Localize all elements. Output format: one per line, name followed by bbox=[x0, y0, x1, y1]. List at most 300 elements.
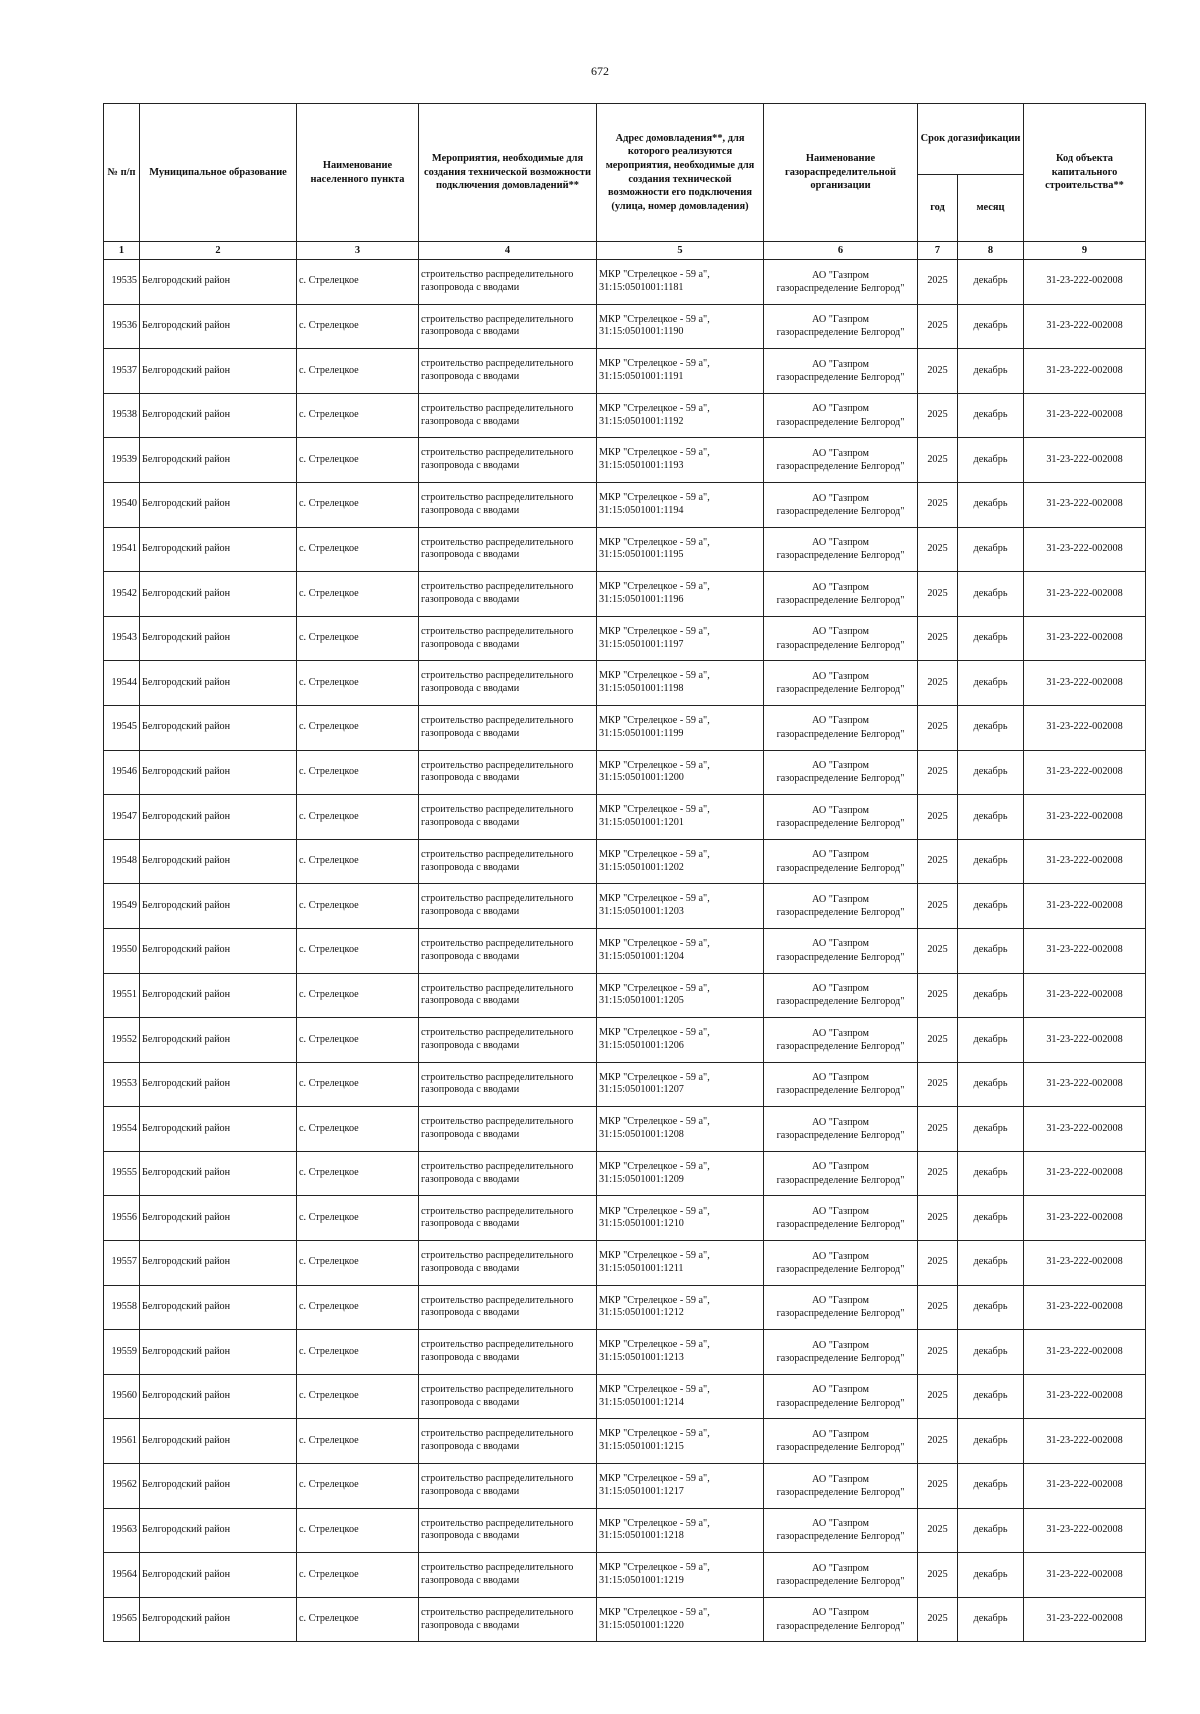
table-row bbox=[104, 661, 1146, 706]
locality-cell: с. Стрелецкое bbox=[297, 1508, 419, 1553]
table-row bbox=[104, 1374, 1146, 1419]
row-number: 19552 bbox=[104, 1018, 140, 1063]
month-cell: декабрь bbox=[958, 304, 1024, 349]
cadastral-number: 31:15:0501001:1194 bbox=[599, 504, 684, 516]
locality-cell: с. Стрелецкое bbox=[297, 839, 419, 884]
organization-cell bbox=[764, 1196, 918, 1241]
organization-line-2: газораспределение Белгород" bbox=[776, 1263, 905, 1275]
municipality-cell: Белгородский район bbox=[140, 304, 297, 349]
month-cell: декабрь bbox=[958, 482, 1024, 527]
month-cell: декабрь bbox=[958, 1597, 1024, 1642]
object-code-cell: 31-23-222-002008 bbox=[1024, 1241, 1146, 1286]
cadastral-number: 31:15:0501001:1193 bbox=[599, 460, 684, 472]
address-cell bbox=[597, 1018, 764, 1063]
organization-line-1: АО "Газпром bbox=[812, 403, 869, 415]
gasification-register-table bbox=[103, 103, 1146, 1642]
address-cell bbox=[597, 260, 764, 305]
measure-cell: строительство распределительного газопровода с вводами bbox=[419, 1330, 597, 1375]
address-street: МКР "Стрелецкое - 59 а", bbox=[599, 1606, 710, 1618]
object-code-cell: 31-23-222-002008 bbox=[1024, 1508, 1146, 1553]
address-cell bbox=[597, 661, 764, 706]
organization-line-1: АО "Газпром bbox=[812, 314, 869, 326]
table-row bbox=[104, 304, 1146, 349]
address-street: МКР "Стрелецкое - 59 а", bbox=[599, 402, 710, 414]
measure-cell: строительство распределительного газопровода с вводами bbox=[419, 1196, 597, 1241]
locality-cell: с. Стрелецкое bbox=[297, 1597, 419, 1642]
address-street: МКР "Стрелецкое - 59 а", bbox=[599, 937, 710, 949]
cadastral-number: 31:15:0501001:1210 bbox=[599, 1218, 684, 1230]
address-street: МКР "Стрелецкое - 59 а", bbox=[599, 447, 710, 459]
object-code-cell: 31-23-222-002008 bbox=[1024, 884, 1146, 929]
organization-cell bbox=[764, 661, 918, 706]
address-cell bbox=[597, 750, 764, 795]
header-organization: Наименование газораспределительной организации bbox=[764, 104, 918, 242]
address-street: МКР "Стрелецкое - 59 а", bbox=[599, 1071, 710, 1083]
object-code-cell: 31-23-222-002008 bbox=[1024, 1553, 1146, 1598]
column-number: 9 bbox=[1024, 242, 1146, 260]
year-cell: 2025 bbox=[918, 304, 958, 349]
address-cell bbox=[597, 349, 764, 394]
organization-cell bbox=[764, 1062, 918, 1107]
organization-line-1: АО "Газпром bbox=[812, 893, 869, 905]
table-row bbox=[104, 438, 1146, 483]
organization-line-1: АО "Газпром bbox=[812, 938, 869, 950]
year-cell: 2025 bbox=[918, 795, 958, 840]
cadastral-number: 31:15:0501001:1198 bbox=[599, 683, 684, 695]
year-cell: 2025 bbox=[918, 1553, 958, 1598]
cadastral-number: 31:15:0501001:1209 bbox=[599, 1173, 684, 1185]
organization-line-1: АО "Газпром bbox=[812, 760, 869, 772]
cadastral-number: 31:15:0501001:1199 bbox=[599, 727, 684, 739]
address-cell bbox=[597, 839, 764, 884]
municipality-cell: Белгородский район bbox=[140, 750, 297, 795]
organization-line-2: газораспределение Белгород" bbox=[776, 371, 905, 383]
row-number: 19544 bbox=[104, 661, 140, 706]
object-code-cell: 31-23-222-002008 bbox=[1024, 928, 1146, 973]
measure-cell: строительство распределительного газопровода с вводами bbox=[419, 572, 597, 617]
month-cell: декабрь bbox=[958, 1285, 1024, 1330]
month-cell: декабрь bbox=[958, 705, 1024, 750]
measure-cell: строительство распределительного газопровода с вводами bbox=[419, 1508, 597, 1553]
object-code-cell: 31-23-222-002008 bbox=[1024, 795, 1146, 840]
organization-line-2: газораспределение Белгород" bbox=[776, 728, 905, 740]
organization-line-1: АО "Газпром bbox=[812, 1161, 869, 1173]
locality-cell: с. Стрелецкое bbox=[297, 1241, 419, 1286]
organization-line-2: газораспределение Белгород" bbox=[776, 461, 905, 473]
table-row bbox=[104, 260, 1146, 305]
municipality-cell: Белгородский район bbox=[140, 438, 297, 483]
locality-cell: с. Стрелецкое bbox=[297, 616, 419, 661]
organization-line-2: газораспределение Белгород" bbox=[776, 1174, 905, 1186]
locality-cell: с. Стрелецкое bbox=[297, 393, 419, 438]
organization-line-2: газораспределение Белгород" bbox=[776, 1620, 905, 1632]
cadastral-number: 31:15:0501001:1212 bbox=[599, 1307, 684, 1319]
table-row bbox=[104, 1419, 1146, 1464]
organization-cell bbox=[764, 438, 918, 483]
organization-cell bbox=[764, 572, 918, 617]
year-cell: 2025 bbox=[918, 884, 958, 929]
measure-cell: строительство распределительного газопровода с вводами bbox=[419, 260, 597, 305]
address-cell bbox=[597, 1508, 764, 1553]
month-cell: декабрь bbox=[958, 438, 1024, 483]
cadastral-number: 31:15:0501001:1191 bbox=[599, 370, 684, 382]
organization-line-1: АО "Газпром bbox=[812, 849, 869, 861]
organization-line-1: АО "Газпром bbox=[812, 1116, 869, 1128]
month-cell: декабрь bbox=[958, 1419, 1024, 1464]
address-street: МКР "Стрелецкое - 59 а", bbox=[599, 1205, 710, 1217]
locality-cell: с. Стрелецкое bbox=[297, 1151, 419, 1196]
address-street: МКР "Стрелецкое - 59 а", bbox=[599, 269, 710, 281]
municipality-cell: Белгородский район bbox=[140, 1107, 297, 1152]
municipality-cell: Белгородский район bbox=[140, 839, 297, 884]
locality-cell: с. Стрелецкое bbox=[297, 1419, 419, 1464]
address-street: МКР "Стрелецкое - 59 а", bbox=[599, 1562, 710, 1574]
object-code-cell: 31-23-222-002008 bbox=[1024, 572, 1146, 617]
organization-line-2: газораспределение Белгород" bbox=[776, 1308, 905, 1320]
locality-cell: с. Стрелецкое bbox=[297, 1285, 419, 1330]
organization-cell bbox=[764, 1151, 918, 1196]
header-term: Срок догазификации bbox=[918, 104, 1024, 175]
object-code-cell: 31-23-222-002008 bbox=[1024, 1597, 1146, 1642]
organization-line-2: газораспределение Белгород" bbox=[776, 327, 905, 339]
locality-cell: с. Стрелецкое bbox=[297, 1107, 419, 1152]
cadastral-number: 31:15:0501001:1206 bbox=[599, 1039, 684, 1051]
address-cell bbox=[597, 1597, 764, 1642]
cadastral-number: 31:15:0501001:1213 bbox=[599, 1352, 684, 1364]
organization-line-1: АО "Газпром bbox=[812, 358, 869, 370]
month-cell: декабрь bbox=[958, 527, 1024, 572]
measure-cell: строительство распределительного газопровода с вводами bbox=[419, 884, 597, 929]
address-street: МКР "Стрелецкое - 59 а", bbox=[599, 1294, 710, 1306]
address-cell bbox=[597, 393, 764, 438]
month-cell: декабрь bbox=[958, 1062, 1024, 1107]
object-code-cell: 31-23-222-002008 bbox=[1024, 260, 1146, 305]
row-number: 19543 bbox=[104, 616, 140, 661]
header-locality: Наименование населенного пункта bbox=[297, 104, 419, 242]
column-number: 4 bbox=[419, 242, 597, 260]
municipality-cell: Белгородский район bbox=[140, 973, 297, 1018]
table-row bbox=[104, 1330, 1146, 1375]
column-number: 6 bbox=[764, 242, 918, 260]
address-cell bbox=[597, 1419, 764, 1464]
address-cell bbox=[597, 482, 764, 527]
locality-cell: с. Стрелецкое bbox=[297, 661, 419, 706]
header-address: Адрес домовладения**, для которого реализуются мероприятия, необходимые для создания технической возможности его подключения (улица, номер домовладения) bbox=[597, 104, 764, 242]
object-code-cell: 31-23-222-002008 bbox=[1024, 527, 1146, 572]
municipality-cell: Белгородский район bbox=[140, 482, 297, 527]
object-code-cell: 31-23-222-002008 bbox=[1024, 482, 1146, 527]
locality-cell: с. Стрелецкое bbox=[297, 1330, 419, 1375]
row-number: 19564 bbox=[104, 1553, 140, 1598]
organization-line-1: АО "Газпром bbox=[812, 537, 869, 549]
object-code-cell: 31-23-222-002008 bbox=[1024, 1285, 1146, 1330]
organization-line-1: АО "Газпром bbox=[812, 1027, 869, 1039]
organization-cell bbox=[764, 349, 918, 394]
month-cell: декабрь bbox=[958, 1374, 1024, 1419]
month-cell: декабрь bbox=[958, 661, 1024, 706]
year-cell: 2025 bbox=[918, 705, 958, 750]
organization-cell bbox=[764, 527, 918, 572]
municipality-cell: Белгородский район bbox=[140, 1196, 297, 1241]
organization-line-1: АО "Газпром bbox=[812, 983, 869, 995]
municipality-cell: Белгородский район bbox=[140, 1330, 297, 1375]
address-cell bbox=[597, 572, 764, 617]
locality-cell: с. Стрелецкое bbox=[297, 705, 419, 750]
row-number: 19549 bbox=[104, 884, 140, 929]
organization-cell bbox=[764, 616, 918, 661]
address-cell bbox=[597, 705, 764, 750]
row-number: 19541 bbox=[104, 527, 140, 572]
organization-cell bbox=[764, 1597, 918, 1642]
row-number: 19559 bbox=[104, 1330, 140, 1375]
organization-cell bbox=[764, 1553, 918, 1598]
organization-line-1: АО "Газпром bbox=[812, 1428, 869, 1440]
table-row bbox=[104, 1285, 1146, 1330]
month-cell: декабрь bbox=[958, 1464, 1024, 1509]
organization-line-2: газораспределение Белгород" bbox=[776, 1085, 905, 1097]
object-code-cell: 31-23-222-002008 bbox=[1024, 393, 1146, 438]
month-cell: декабрь bbox=[958, 839, 1024, 884]
header-code: Код объекта капитального строительства** bbox=[1024, 104, 1146, 242]
address-street: МКР "Стрелецкое - 59 а", bbox=[599, 893, 710, 905]
organization-cell bbox=[764, 1107, 918, 1152]
municipality-cell: Белгородский район bbox=[140, 1285, 297, 1330]
measure-cell: строительство распределительного газопровода с вводами bbox=[419, 438, 597, 483]
row-number: 19551 bbox=[104, 973, 140, 1018]
table-row bbox=[104, 1151, 1146, 1196]
column-number: 2 bbox=[140, 242, 297, 260]
address-street: МКР "Стрелецкое - 59 а", bbox=[599, 313, 710, 325]
row-number: 19550 bbox=[104, 928, 140, 973]
header-measures: Мероприятия, необходимые для создания технической возможности подключения домовладений** bbox=[419, 104, 597, 242]
organization-line-2: газораспределение Белгород" bbox=[776, 951, 905, 963]
year-cell: 2025 bbox=[918, 393, 958, 438]
address-cell bbox=[597, 1464, 764, 1509]
cadastral-number: 31:15:0501001:1204 bbox=[599, 950, 684, 962]
address-street: МКР "Стрелецкое - 59 а", bbox=[599, 1428, 710, 1440]
address-street: МКР "Стрелецкое - 59 а", bbox=[599, 670, 710, 682]
address-street: МКР "Стрелецкое - 59 а", bbox=[599, 358, 710, 370]
year-cell: 2025 bbox=[918, 482, 958, 527]
row-number: 19554 bbox=[104, 1107, 140, 1152]
column-number: 7 bbox=[918, 242, 958, 260]
municipality-cell: Белгородский район bbox=[140, 1464, 297, 1509]
organization-cell bbox=[764, 1241, 918, 1286]
cadastral-number: 31:15:0501001:1196 bbox=[599, 593, 684, 605]
table-row bbox=[104, 928, 1146, 973]
organization-cell bbox=[764, 482, 918, 527]
municipality-cell: Белгородский район bbox=[140, 393, 297, 438]
address-cell bbox=[597, 1241, 764, 1286]
table-row bbox=[104, 527, 1146, 572]
organization-line-2: газораспределение Белгород" bbox=[776, 907, 905, 919]
address-street: МКР "Стрелецкое - 59 а", bbox=[599, 804, 710, 816]
object-code-cell: 31-23-222-002008 bbox=[1024, 616, 1146, 661]
column-number: 8 bbox=[958, 242, 1024, 260]
organization-line-2: газораспределение Белгород" bbox=[776, 1486, 905, 1498]
organization-line-1: АО "Газпром bbox=[812, 1518, 869, 1530]
organization-line-2: газораспределение Белгород" bbox=[776, 817, 905, 829]
municipality-cell: Белгородский район bbox=[140, 1062, 297, 1107]
measure-cell: строительство распределительного газопровода с вводами bbox=[419, 1464, 597, 1509]
locality-cell: с. Стрелецкое bbox=[297, 1553, 419, 1598]
month-cell: декабрь bbox=[958, 1151, 1024, 1196]
year-cell: 2025 bbox=[918, 616, 958, 661]
address-cell bbox=[597, 973, 764, 1018]
locality-cell: с. Стрелецкое bbox=[297, 1374, 419, 1419]
address-street: МКР "Стрелецкое - 59 а", bbox=[599, 759, 710, 771]
locality-cell: с. Стрелецкое bbox=[297, 438, 419, 483]
address-street: МКР "Стрелецкое - 59 а", bbox=[599, 1116, 710, 1128]
organization-line-2: газораспределение Белгород" bbox=[776, 1130, 905, 1142]
measure-cell: строительство распределительного газопровода с вводами bbox=[419, 527, 597, 572]
month-cell: декабрь bbox=[958, 349, 1024, 394]
organization-line-1: АО "Газпром bbox=[812, 1295, 869, 1307]
object-code-cell: 31-23-222-002008 bbox=[1024, 661, 1146, 706]
measure-cell: строительство распределительного газопровода с вводами bbox=[419, 795, 597, 840]
row-number: 19548 bbox=[104, 839, 140, 884]
municipality-cell: Белгородский район bbox=[140, 1419, 297, 1464]
organization-line-1: АО "Газпром bbox=[812, 1562, 869, 1574]
organization-cell bbox=[764, 1508, 918, 1553]
column-number: 1 bbox=[104, 242, 140, 260]
organization-line-2: газораспределение Белгород" bbox=[776, 416, 905, 428]
organization-line-1: АО "Газпром bbox=[812, 447, 869, 459]
cadastral-number: 31:15:0501001:1200 bbox=[599, 772, 684, 784]
organization-line-2: газораспределение Белгород" bbox=[776, 639, 905, 651]
table-row bbox=[104, 1062, 1146, 1107]
column-number: 3 bbox=[297, 242, 419, 260]
year-cell: 2025 bbox=[918, 1508, 958, 1553]
cadastral-number: 31:15:0501001:1201 bbox=[599, 816, 684, 828]
year-cell: 2025 bbox=[918, 1062, 958, 1107]
address-street: МКР "Стрелецкое - 59 а", bbox=[599, 581, 710, 593]
organization-line-2: газораспределение Белгород" bbox=[776, 684, 905, 696]
organization-line-2: газораспределение Белгород" bbox=[776, 996, 905, 1008]
year-cell: 2025 bbox=[918, 1107, 958, 1152]
month-cell: декабрь bbox=[958, 884, 1024, 929]
measure-cell: строительство распределительного газопровода с вводами bbox=[419, 393, 597, 438]
address-street: МКР "Стрелецкое - 59 а", bbox=[599, 492, 710, 504]
cadastral-number: 31:15:0501001:1220 bbox=[599, 1619, 684, 1631]
month-cell: декабрь bbox=[958, 1107, 1024, 1152]
address-cell bbox=[597, 795, 764, 840]
object-code-cell: 31-23-222-002008 bbox=[1024, 1018, 1146, 1063]
cadastral-number: 31:15:0501001:1218 bbox=[599, 1530, 684, 1542]
organization-cell bbox=[764, 304, 918, 349]
municipality-cell: Белгородский район bbox=[140, 1151, 297, 1196]
cadastral-number: 31:15:0501001:1202 bbox=[599, 861, 684, 873]
month-cell: декабрь bbox=[958, 616, 1024, 661]
organization-cell bbox=[764, 750, 918, 795]
cadastral-number: 31:15:0501001:1219 bbox=[599, 1575, 684, 1587]
locality-cell: с. Стрелецкое bbox=[297, 482, 419, 527]
municipality-cell: Белгородский район bbox=[140, 1241, 297, 1286]
row-number: 19538 bbox=[104, 393, 140, 438]
year-cell: 2025 bbox=[918, 1419, 958, 1464]
organization-cell bbox=[764, 795, 918, 840]
municipality-cell: Белгородский район bbox=[140, 928, 297, 973]
row-number: 19561 bbox=[104, 1419, 140, 1464]
measure-cell: строительство распределительного газопровода с вводами bbox=[419, 616, 597, 661]
address-cell bbox=[597, 1553, 764, 1598]
year-cell: 2025 bbox=[918, 839, 958, 884]
municipality-cell: Белгородский район bbox=[140, 527, 297, 572]
row-number: 19560 bbox=[104, 1374, 140, 1419]
organization-cell bbox=[764, 1018, 918, 1063]
organization-line-1: АО "Газпром bbox=[812, 1339, 869, 1351]
row-number: 19547 bbox=[104, 795, 140, 840]
table-row bbox=[104, 349, 1146, 394]
year-cell: 2025 bbox=[918, 527, 958, 572]
address-cell bbox=[597, 928, 764, 973]
year-cell: 2025 bbox=[918, 661, 958, 706]
year-cell: 2025 bbox=[918, 260, 958, 305]
year-cell: 2025 bbox=[918, 572, 958, 617]
month-cell: декабрь bbox=[958, 572, 1024, 617]
measure-cell: строительство распределительного газопровода с вводами bbox=[419, 1151, 597, 1196]
address-cell bbox=[597, 616, 764, 661]
row-number: 19546 bbox=[104, 750, 140, 795]
year-cell: 2025 bbox=[918, 349, 958, 394]
locality-cell: с. Стрелецкое bbox=[297, 795, 419, 840]
month-cell: декабрь bbox=[958, 750, 1024, 795]
month-cell: декабрь bbox=[958, 795, 1024, 840]
cadastral-number: 31:15:0501001:1192 bbox=[599, 415, 684, 427]
organization-cell bbox=[764, 973, 918, 1018]
table-row bbox=[104, 1508, 1146, 1553]
object-code-cell: 31-23-222-002008 bbox=[1024, 349, 1146, 394]
address-cell bbox=[597, 1107, 764, 1152]
cadastral-number: 31:15:0501001:1217 bbox=[599, 1485, 684, 1497]
organization-line-2: газораспределение Белгород" bbox=[776, 594, 905, 606]
header-num: № п/п bbox=[104, 104, 140, 242]
month-cell: декабрь bbox=[958, 928, 1024, 973]
row-number: 19536 bbox=[104, 304, 140, 349]
object-code-cell: 31-23-222-002008 bbox=[1024, 1330, 1146, 1375]
organization-line-1: АО "Газпром bbox=[812, 269, 869, 281]
address-street: МКР "Стрелецкое - 59 а", bbox=[599, 714, 710, 726]
locality-cell: с. Стрелецкое bbox=[297, 572, 419, 617]
organization-cell bbox=[764, 393, 918, 438]
organization-line-2: газораспределение Белгород" bbox=[776, 773, 905, 785]
address-street: МКР "Стрелецкое - 59 а", bbox=[599, 1160, 710, 1172]
table-row bbox=[104, 1597, 1146, 1642]
row-number: 19537 bbox=[104, 349, 140, 394]
municipality-cell: Белгородский район bbox=[140, 661, 297, 706]
organization-line-1: АО "Газпром bbox=[812, 1384, 869, 1396]
locality-cell: с. Стрелецкое bbox=[297, 527, 419, 572]
object-code-cell: 31-23-222-002008 bbox=[1024, 705, 1146, 750]
month-cell: декабрь bbox=[958, 393, 1024, 438]
municipality-cell: Белгородский район bbox=[140, 1374, 297, 1419]
organization-cell bbox=[764, 1419, 918, 1464]
year-cell: 2025 bbox=[918, 1374, 958, 1419]
address-street: МКР "Стрелецкое - 59 а", bbox=[599, 625, 710, 637]
cadastral-number: 31:15:0501001:1208 bbox=[599, 1129, 684, 1141]
organization-line-1: АО "Газпром bbox=[812, 492, 869, 504]
table-row bbox=[104, 1018, 1146, 1063]
row-number: 19553 bbox=[104, 1062, 140, 1107]
measure-cell: строительство распределительного газопровода с вводами bbox=[419, 705, 597, 750]
municipality-cell: Белгородский район bbox=[140, 572, 297, 617]
address-cell bbox=[597, 304, 764, 349]
organization-cell bbox=[764, 1464, 918, 1509]
address-street: МКР "Стрелецкое - 59 а", bbox=[599, 1027, 710, 1039]
header-year: год bbox=[918, 175, 958, 242]
organization-line-1: АО "Газпром bbox=[812, 1206, 869, 1218]
year-cell: 2025 bbox=[918, 1151, 958, 1196]
